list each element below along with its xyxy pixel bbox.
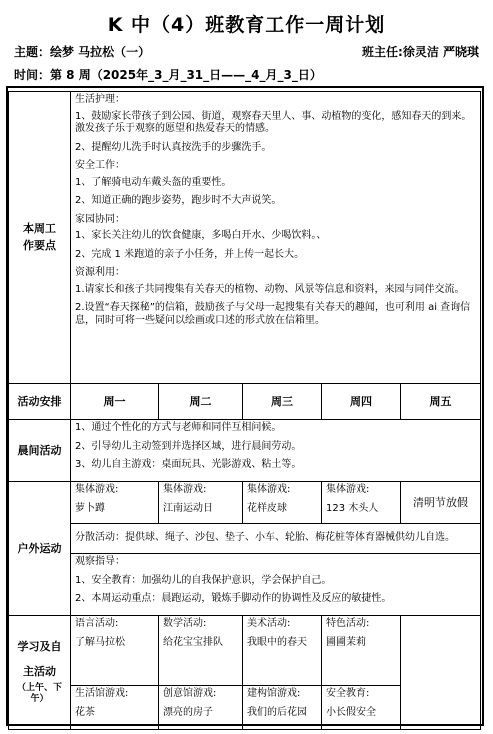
home-school-item-2: 2、完成 1 米跑道的亲子小任务，并上传一起长大。	[75, 248, 305, 260]
observation-content	[71, 554, 481, 616]
life-care-item-2: 2、提醒幼儿洗手时认真按洗手的步骤洗手。	[75, 141, 272, 153]
morning-item-2: 2、引导幼儿主动签到并选择区域，进行晨间劳动。	[75, 440, 302, 452]
life-care-item-1: 1、鼓励家长带孩子到公园、街道，观察春天里人、事、动植物的变化，感知春天的到来。激发孩子乐于观察的愿望和热爱春天的情感。	[75, 110, 472, 134]
holiday-cell: 清明节放假	[401, 482, 481, 524]
outdoor-dispersed-row	[9, 524, 481, 554]
safety-title: 安全工作：	[75, 160, 125, 171]
morning-item-1: 1、通过个性化的方式与老师和同伴互相问候。	[75, 422, 282, 433]
safety-item-1: 1、了解骑电动车戴头盔的重要性。	[75, 176, 232, 188]
learning-tue-1: 数学活动: 给花宝宝排队	[159, 616, 243, 686]
day-header-wed: 周三	[243, 384, 322, 420]
plan-table	[8, 91, 481, 730]
learning-label: 学习及自 主活动 （上午、下午）	[9, 616, 71, 730]
safety-item-2: 2、知道正确的跑步姿势，跑步时不大声说笑。	[75, 195, 282, 206]
day-header-mon: 周一	[71, 384, 159, 420]
learning-wed-1: 美术活动: 我眼中的春天	[243, 616, 322, 686]
focus-label: 本周工作要点	[9, 92, 71, 384]
outdoor-game-tue: 集体游戏: 江南运动日	[159, 482, 243, 524]
outdoor-game-mon: 集体游戏: 萝卜蹲	[71, 482, 159, 524]
observation-item-1: 1、安全教育：加强幼儿的自我保护意识，学会保护自己。	[75, 574, 332, 586]
home-school-item-1: 1、家长关注幼儿的饮食健康，多喝白开水、少喝饮料。、	[75, 230, 327, 241]
learning-mon-1: 语言活动: 了解马拉松	[71, 616, 159, 686]
learning-thu-1: 特色活动: 圃圃茉莉	[322, 616, 401, 686]
day-header-fri: 周五	[401, 384, 481, 420]
resource-item-1: 1.请家长和孩子共同搜集有关春天的植物、动物、风景等信息和资料，来园与同伴交流。	[75, 283, 465, 295]
day-header-thu: 周四	[322, 384, 401, 420]
resource-item-2: 2.设置“春天探秘”的信箱，鼓励孩子与父母一起搜集有关春天的趣闻，也可利用 ai 查询信息，同时可将一些疑问以绘画或口述的形式放在信箱里。	[75, 302, 471, 326]
outdoor-game-thu: 集体游戏: 123 木头人	[322, 482, 401, 524]
learning-fri-cell	[401, 616, 481, 730]
life-care-title: 生活护理：	[75, 94, 125, 105]
focus-row	[9, 92, 481, 384]
theme-label: 主题：绘梦 马拉松（一）	[14, 45, 151, 59]
teachers-label: 班主任:徐灵洁 严晓琪	[362, 45, 479, 59]
resource-title: 资源利用：	[75, 267, 125, 278]
learning-row-1	[9, 616, 481, 686]
morning-content	[71, 420, 481, 482]
dispersed-activities: 分散活动：提供球、绳子、沙包、垫子、小车、轮胎、梅花桩等体育器械供幼儿自选。	[71, 524, 481, 554]
home-school-title: 家园协同：	[75, 213, 125, 225]
schedule-row	[9, 384, 481, 420]
week-time-label: 时间：第 8 周（2025年_3_月_31_日——_4_月_3_日）	[14, 68, 322, 82]
outdoor-game-wed: 集体游戏: 花样皮球	[243, 482, 322, 524]
morning-label: 晨间活动	[9, 420, 71, 482]
learning-tue-2: 创意馆游戏: 漂亮的房子	[159, 686, 243, 730]
focus-content	[71, 92, 481, 384]
schedule-label: 活动安排	[9, 384, 71, 420]
outdoor-observation-row	[9, 554, 481, 616]
page-title: K 中（4）班教育工作一周计划	[107, 14, 386, 36]
observation-title: 观察指导：	[75, 556, 125, 567]
learning-mon-2: 生活馆游戏: 花茶	[71, 686, 159, 730]
morning-item-3: 3、幼儿自主游戏：桌面玩具、光影游戏、粘土等。	[75, 459, 302, 470]
outdoor-label: 户外运动	[9, 482, 71, 616]
observation-item-2: 2、本周运动重点：晨跑运动，锻炼手脚动作的协调性及反应的敏捷性。	[75, 593, 392, 604]
day-header-tue: 周二	[159, 384, 243, 420]
learning-thu-2: 安全教育: 小长假安全	[322, 686, 401, 730]
learning-wed-2: 建构馆游戏: 我们的后花园	[243, 686, 322, 730]
outdoor-games-row	[9, 482, 481, 524]
morning-row	[9, 420, 481, 482]
